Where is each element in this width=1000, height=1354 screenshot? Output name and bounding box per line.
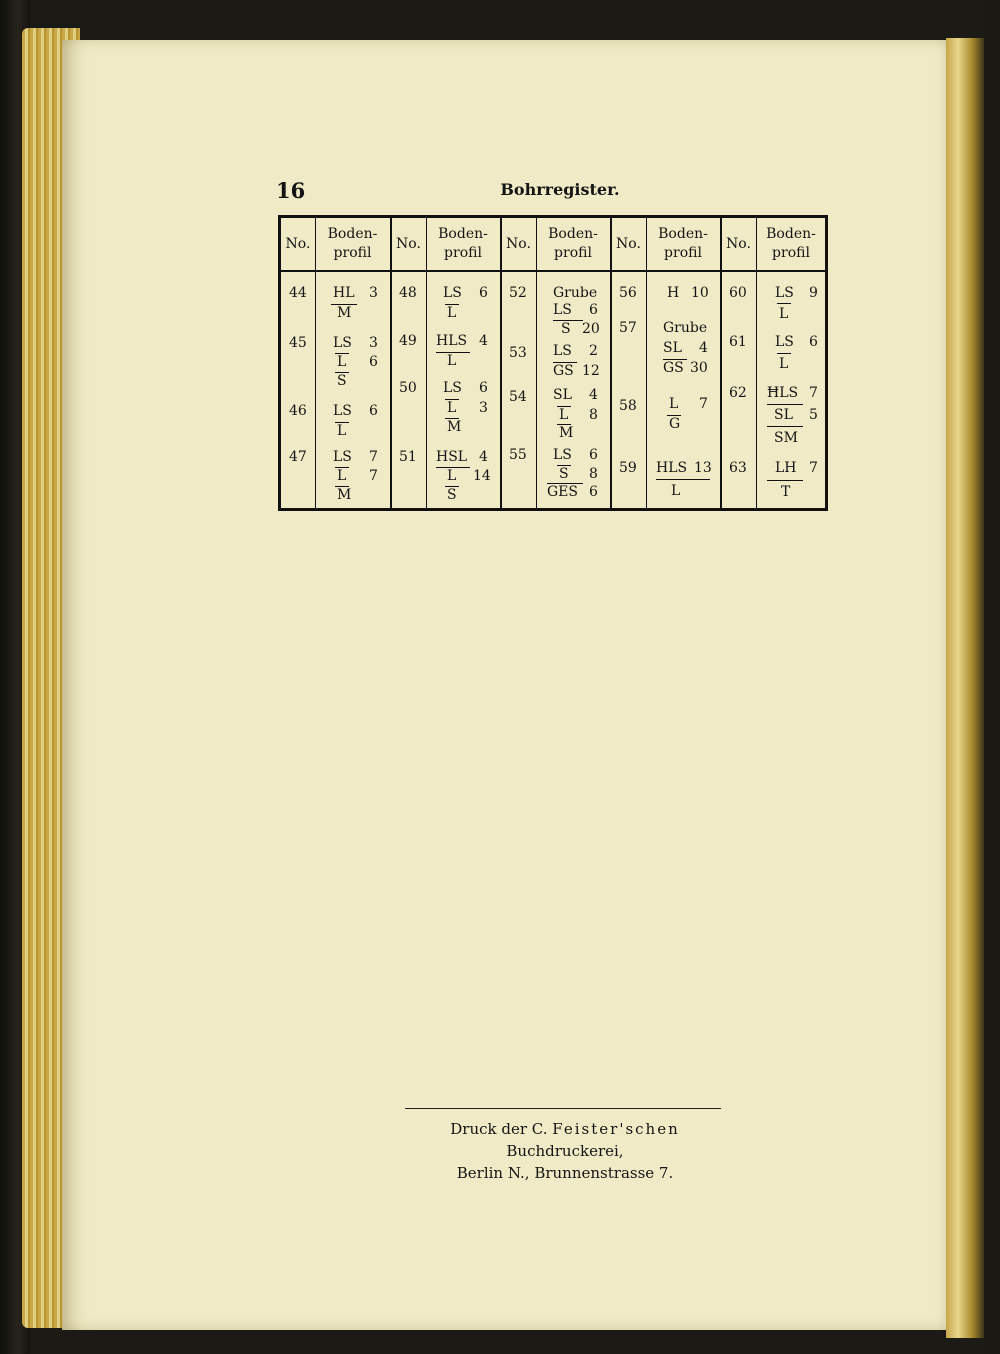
entry-number: 63	[729, 460, 747, 476]
profile-layer: ĦLS	[767, 385, 799, 401]
layer-depth: 10	[691, 285, 709, 301]
layer-depth: 4	[479, 449, 488, 465]
fraction-bar	[767, 426, 803, 427]
layer-depth: 7	[809, 385, 818, 401]
entry-number: 52	[509, 285, 527, 301]
fraction-bar	[656, 479, 710, 480]
running-title: Bohrregister.	[500, 180, 620, 199]
profile-layer: L	[447, 305, 457, 321]
profile-layer: M	[337, 487, 352, 503]
bohrregister-table	[278, 215, 828, 511]
entry-number: 55	[509, 447, 527, 463]
layer-depth: 6	[589, 302, 598, 318]
grube-note: Grube	[663, 320, 708, 336]
entry-number: 61	[729, 334, 747, 350]
entry-number: 50	[399, 380, 417, 396]
imprint-rule	[405, 1108, 721, 1109]
layer-depth: 3	[479, 400, 488, 416]
header-bodenprofil: Boden- profil	[327, 226, 378, 261]
profile-layer: GS	[663, 360, 684, 376]
profile-layer: SL	[663, 340, 682, 356]
layer-depth: 12	[582, 363, 600, 379]
profile-layer: LS	[443, 285, 462, 301]
profile-layer: HLS	[436, 333, 468, 349]
layer-depth: 9	[809, 285, 818, 301]
printer-imprint	[395, 1118, 735, 1184]
entry-number: 53	[509, 345, 527, 361]
profile-layer: L	[671, 483, 681, 499]
layer-depth: 30	[690, 360, 708, 376]
profile-layer: LS	[333, 335, 352, 351]
header-no: No.	[726, 235, 751, 252]
layer-depth: 6	[809, 334, 818, 350]
profile-layer: LS	[553, 302, 572, 318]
profile-layer: SL	[774, 407, 793, 423]
layer-depth: 8	[589, 466, 598, 482]
page-number: 16	[276, 178, 306, 203]
profile-layer: GES	[547, 484, 578, 500]
profile-layer: LS	[333, 449, 352, 465]
layer-depth: 7	[809, 460, 818, 476]
layer-depth: 8	[589, 407, 598, 423]
layer-depth: 4	[589, 387, 598, 403]
page-edge-right	[946, 38, 986, 1338]
profile-layer: S	[447, 487, 457, 503]
entry-number: 51	[399, 449, 417, 465]
profile-layer: HLS	[656, 460, 688, 476]
layer-depth: 4	[699, 340, 708, 356]
profile-layer: HSL	[436, 449, 468, 465]
profile-layer: L	[337, 423, 347, 439]
profile-layer: T	[781, 484, 791, 500]
header-bodenprofil: Boden- profil	[548, 226, 598, 261]
profile-layer: LS	[553, 447, 572, 463]
profile-layer: M	[447, 419, 462, 435]
profile-layer: LS	[333, 403, 352, 419]
entry-number: 48	[399, 285, 417, 301]
entry-number: 57	[619, 320, 637, 336]
header-no: No.	[506, 235, 531, 252]
header-no: No.	[616, 235, 641, 252]
profile-layer: LS	[775, 285, 794, 301]
fraction-bar	[767, 480, 803, 481]
profile-layer: S	[337, 373, 347, 389]
layer-depth: 2	[589, 343, 598, 359]
profile-layer: G	[669, 416, 681, 432]
header-no: No.	[396, 235, 421, 252]
header-bodenprofil: Boden- profil	[438, 226, 488, 261]
layer-depth: 20	[582, 321, 600, 337]
header-no: No.	[285, 235, 311, 252]
layer-depth: 4	[479, 333, 488, 349]
imprint-line-1: Druck der C. Feister'schen Buchdruckerei,	[450, 1120, 680, 1160]
fraction-bar	[777, 353, 791, 354]
entry-number: 59	[619, 460, 637, 476]
entry-number: 49	[399, 333, 417, 349]
fraction-bar	[777, 303, 791, 304]
profile-layer: LH	[775, 460, 797, 476]
layer-depth: 6	[369, 403, 378, 419]
profile-layer: L	[337, 354, 347, 370]
entry-number: 58	[619, 398, 637, 414]
profile-layer: SM	[774, 430, 798, 446]
entry-number: 47	[289, 449, 307, 465]
layer-depth: 6	[369, 354, 378, 370]
entry-number: 45	[289, 335, 307, 351]
profile-layer: SL	[553, 387, 572, 403]
profile-layer: LS	[553, 343, 572, 359]
imprint-line-2: Berlin N., Brunnenstrasse 7.	[456, 1164, 674, 1182]
fraction-bar	[767, 404, 803, 405]
entry-number: 60	[729, 285, 747, 301]
profile-layer: L	[447, 353, 457, 369]
layer-depth: 6	[589, 484, 598, 500]
profile-layer: S	[561, 321, 571, 337]
layer-depth: 13	[694, 460, 712, 476]
profile-layer: HL	[333, 285, 355, 301]
layer-depth: 6	[479, 285, 488, 301]
header-bodenprofil: Boden- profil	[766, 226, 816, 261]
profile-layer: L	[447, 400, 457, 416]
profile-layer: H	[667, 285, 680, 301]
profile-layer: LS	[775, 334, 794, 350]
header-rule	[281, 270, 825, 272]
layer-depth: 7	[369, 468, 378, 484]
layer-depth: 6	[479, 380, 488, 396]
layer-depth: 6	[589, 447, 598, 463]
entry-number: 44	[289, 285, 307, 301]
entry-number: 62	[729, 385, 747, 401]
layer-depth: 7	[369, 449, 378, 465]
layer-depth: 3	[369, 285, 378, 301]
profile-layer: GS	[553, 363, 574, 379]
entry-number: 54	[509, 389, 527, 405]
layer-depth: 7	[699, 396, 708, 412]
layer-depth: 5	[809, 407, 818, 423]
profile-layer: L	[779, 306, 789, 322]
profile-layer: L	[559, 407, 569, 423]
profile-layer: M	[337, 305, 352, 321]
profile-layer: LS	[443, 380, 462, 396]
layer-depth: 14	[473, 468, 491, 484]
profile-layer: L	[779, 356, 789, 372]
profile-layer: L	[669, 396, 679, 412]
profile-layer: M	[559, 425, 574, 441]
entry-number: 46	[289, 403, 307, 419]
background-right	[984, 0, 1000, 1354]
grube-note: Grube	[553, 285, 598, 301]
entry-number: 56	[619, 285, 637, 301]
profile-layer: S	[559, 466, 569, 482]
profile-layer: L	[337, 468, 347, 484]
layer-depth: 3	[369, 335, 378, 351]
header-bodenprofil: Boden- profil	[658, 226, 708, 261]
profile-layer: L	[447, 468, 457, 484]
